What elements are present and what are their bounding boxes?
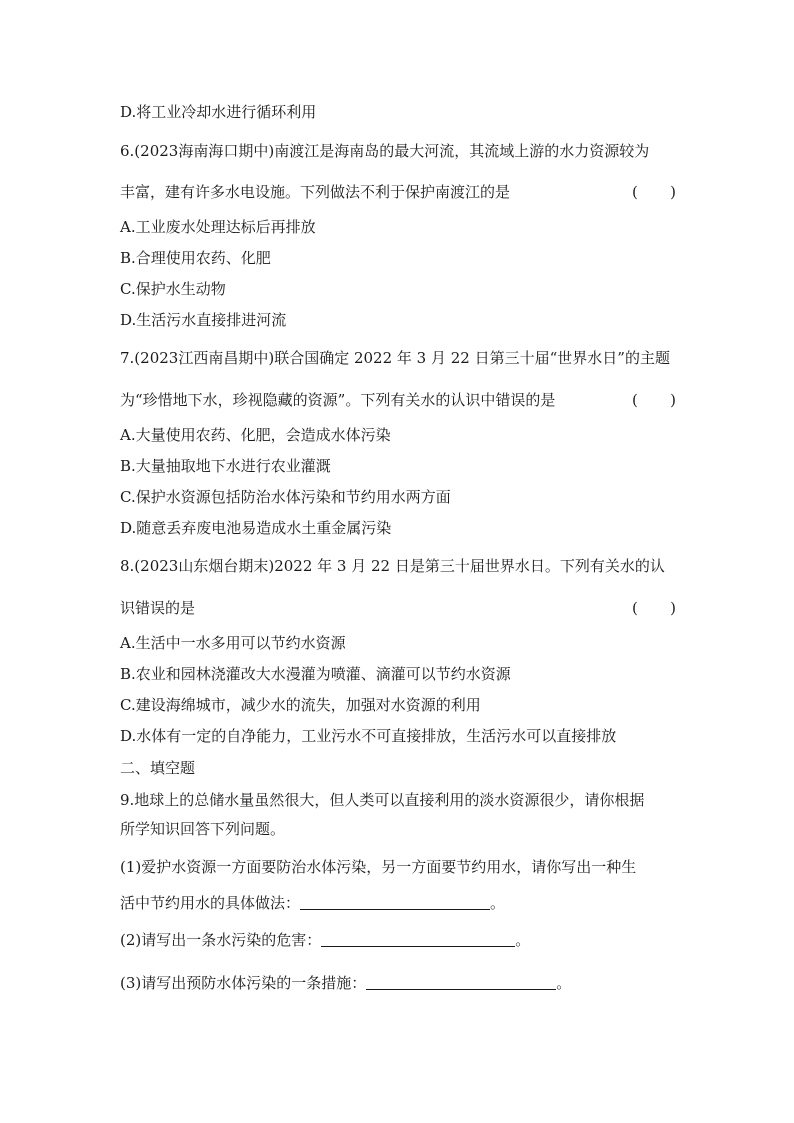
q6-stem-line-2	[120, 182, 676, 202]
q7-stem-text: 为“珍惜地下水，珍视隐藏的资源”。下列有关水的认识中错误的是	[120, 391, 556, 409]
q9-part-1-prompt: 活中节约用水的具体做法：	[120, 894, 301, 912]
q8-answer-parentheses: ( )	[632, 599, 676, 617]
q9-stem-line-1: 9.地球上的总储水量虽然很大，但人类可以直接利用的淡水资源很少，请你根据	[120, 791, 645, 809]
q9-part-1-end-mark: 。	[490, 894, 506, 912]
q7-answer-parentheses: ( )	[632, 391, 676, 409]
q9-part-2-prompt: (2)请写出一条水污染的危害：	[120, 931, 322, 949]
q7-option-c: C.保护水资源包括防治水体污染和节约用水两方面	[120, 488, 451, 506]
q7-stem-line-1: 7.(2023江西南昌期中)联合国确定 2022 年 3 月 22 日第三十届“世界水日”的主题	[120, 349, 670, 367]
q5-option-d: D.将工业冷却水进行循环利用	[120, 103, 317, 121]
q8-option-a: A.生活中一水多用可以节约水资源	[120, 634, 346, 652]
q9-part-1-answer-blank[interactable]	[300, 895, 490, 910]
q6-stem-text: 丰富，建有许多水电设施。下列做法不利于保护南渡江的是	[120, 183, 511, 201]
q9-part-1-line-2	[120, 893, 676, 913]
q8-option-d: D.水体有一定的自净能力，工业污水不可直接排放，生活污水可以直接排放	[120, 727, 617, 745]
q6-stem-line-1: 6.(2023海南海口期中)南渡江是海南岛的最大河流，其流域上游的水力资源较为	[120, 142, 650, 160]
q9-part-3	[120, 973, 676, 993]
q9-part-2-answer-blank[interactable]	[321, 932, 515, 947]
q8-option-c: C.建设海绵城市，减少水的流失，加强对水资源的利用	[120, 696, 481, 714]
q6-option-d: D.生活污水直接排进河流	[120, 311, 287, 329]
q9-part-3-end-mark: 。	[556, 974, 572, 992]
q7-option-a: A.大量使用农药、化肥，会造成水体污染	[120, 426, 391, 444]
q8-stem-text: 识错误的是	[120, 599, 196, 617]
q8-stem-line-2	[120, 598, 676, 618]
q6-answer-parentheses: ( )	[632, 183, 676, 201]
q9-part-3-prompt: (3)请写出预防水体污染的一条措施：	[120, 974, 367, 992]
q9-part-1-line-1: (1)爱护水资源一方面要防治水体污染，另一方面要节约用水，请你写出一种生	[120, 858, 637, 876]
q7-option-d: D.随意丢弃废电池易造成水土重金属污染	[120, 519, 392, 537]
q7-option-b: B.大量抽取地下水进行农业灌溉	[120, 457, 331, 475]
q8-stem-line-1: 8.(2023山东烟台期末)2022 年 3 月 22 日是第三十届世界水日。下列有关水的认	[120, 557, 665, 575]
q9-part-3-answer-blank[interactable]	[366, 975, 556, 990]
q7-stem-line-2	[120, 390, 676, 410]
q9-stem-line-2: 所学知识回答下列问题。	[120, 820, 286, 838]
q6-option-a: A.工业废水处理达标后再排放	[120, 218, 316, 236]
q8-option-b: B.农业和园林浇灌改大水漫灌为喷灌、滴灌可以节约水资源	[120, 665, 511, 683]
q6-option-c: C.保护水生动物	[120, 280, 226, 298]
q9-part-2-end-mark: 。	[515, 931, 531, 949]
section-title: 二、填空题	[120, 759, 196, 777]
q6-option-b: B.合理使用农药、化肥	[120, 249, 271, 267]
q9-part-2	[120, 930, 676, 950]
